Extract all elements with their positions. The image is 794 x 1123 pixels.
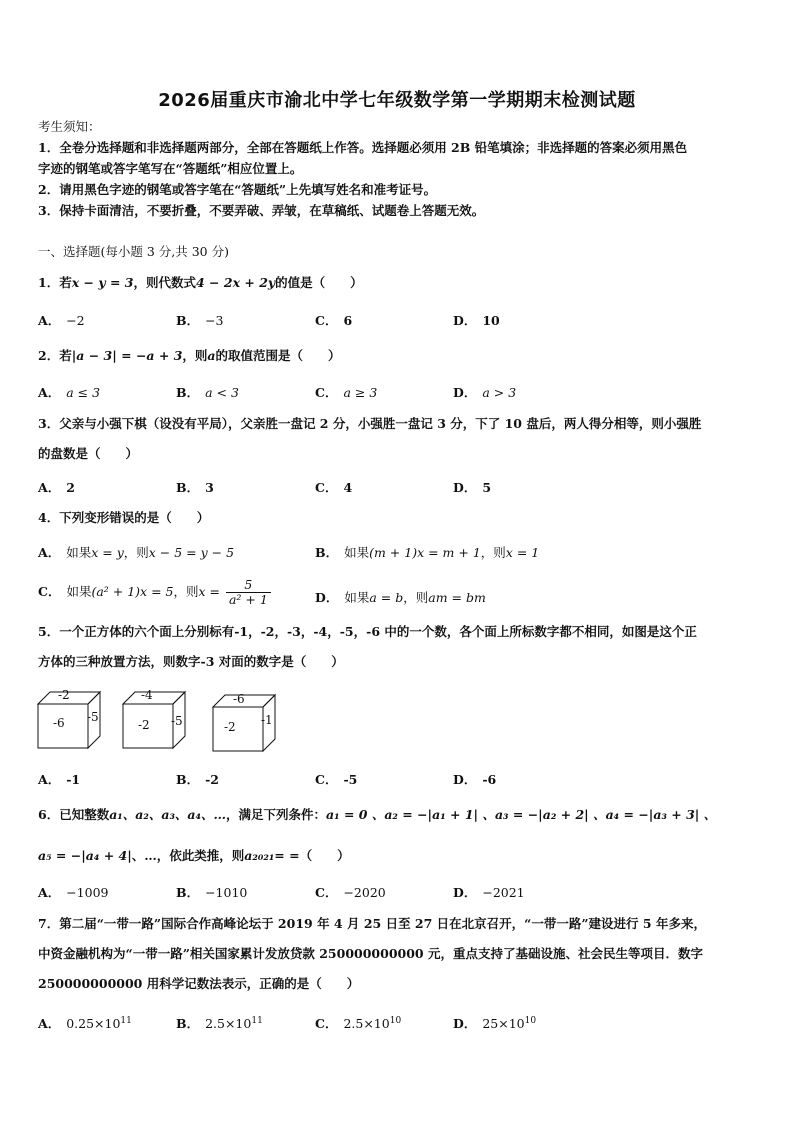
q1-option-a[interactable]: A． −2 (38, 313, 85, 328)
question-6-options (38, 883, 758, 903)
cube-2-top-label: -4 (141, 688, 153, 702)
question-5-line-1: 5．一个正方体的六个面上分别标有-1，-2，-3，-4，-5，-6 中的一个数，各个面上所标数字都不相同，如图是这个正 (38, 624, 697, 639)
page-title: 2026届重庆市渝北中学七年级数学第一学期期末检测试题 (158, 90, 636, 111)
q6-mid: ，满足下列条件： (226, 807, 327, 822)
q2-option-a[interactable]: A． a ≤ 3 (38, 385, 101, 400)
cube-2-front-label: -2 (138, 718, 150, 732)
cube-3-side-label: -1 (261, 713, 273, 727)
q6-option-d[interactable]: D． −2021 (453, 885, 525, 900)
q1-suffix: 的值是（ ） (275, 275, 363, 290)
q4-option-d[interactable]: D． 如果a = b，则am = bm (315, 590, 486, 605)
q6-conditions: a₁ = 0 、a₂ = −|a₁ + 1| 、a₃ = −|a₂ + 2| 、a₄ = −|a₃ + 3| 、 (326, 807, 717, 822)
question-4-options-cd (38, 576, 758, 616)
notice-item-3: 3．保持卡面清洁，不要折叠，不要弄破、弄皱，在草稿纸、试题卷上答题无效。 (38, 203, 485, 218)
section-heading: 一、选择题(每小题 3 分,共 30 分) (38, 244, 229, 259)
q1-expression: 4 − 2x + 2y (196, 275, 276, 290)
cube-1-top-label: -2 (58, 688, 70, 702)
q2-condition: |a − 3| = −a + 3 (71, 348, 183, 363)
cube-2-side-label: -5 (171, 714, 183, 728)
q3-option-c[interactable]: C． 4 (315, 480, 353, 495)
q5-option-d[interactable]: D． -6 (453, 772, 497, 787)
q2-variable: a (207, 348, 216, 363)
question-5-line-2: 方体的三种放置方法，则数字-3 对面的数字是（ ） (38, 654, 344, 669)
question-6-line-1 (38, 806, 716, 824)
q2-prefix: 2．若 (38, 348, 72, 363)
q6-option-a[interactable]: A． −1009 (38, 885, 109, 900)
q7-option-d[interactable]: D． $25\times 10^{10}$ (453, 1015, 537, 1031)
q1-condition: x − y = 3 (71, 275, 134, 290)
question-7-line-2: 中资金融机构为“一带一路”相关国家累计发放贷款 250000000000 元，重点支持了基础设施、社会民生等项目．数字 (38, 946, 703, 961)
cube-figure-3 (213, 693, 277, 757)
question-1-options (38, 311, 758, 331)
question-7-options (38, 1014, 758, 1034)
question-3-line-1: 3．父亲与小强下棋（设没有平局），父亲胜一盘记 2 分，小强胜一盘记 3 分，下了 10 盘后，两人得分相等，则小强胜 (38, 416, 702, 431)
q5-option-b[interactable]: B． -2 (176, 772, 219, 787)
notice-item-1-line-1: 1．全卷分选择题和非选择题两部分，全部在答题纸上作答。选择题必须用 2B 铅笔填涂；非选择题的答案必须用黑色 (38, 140, 688, 155)
q2-option-b[interactable]: B． a < 3 (176, 385, 239, 400)
q1-mid: ，则代数式 (133, 275, 196, 290)
q6-target: a₂₀₂₁ (244, 848, 275, 863)
q2-option-d[interactable]: D． a > 3 (453, 385, 517, 400)
cube-1-side-label: -5 (87, 710, 99, 724)
cube-figure-1 (38, 690, 102, 754)
q5-option-a[interactable]: A． -1 (38, 772, 81, 787)
q1-option-d[interactable]: D． 10 (453, 313, 500, 328)
q4-option-b[interactable]: B． 如果(m + 1)x = m + 1，则x = 1 (315, 545, 540, 560)
q6-line2-mid: 、…，依此类推，则 (131, 848, 245, 863)
q6-a5-condition: a₅ = −|a₄ + 4| (38, 848, 132, 863)
q7-option-a[interactable]: A． $0.25\times 10^{11}$ (38, 1015, 132, 1031)
q1-option-c[interactable]: C． 6 (315, 313, 353, 328)
q3-option-b[interactable]: B． 3 (176, 480, 214, 495)
question-1-stem (38, 274, 363, 292)
q4-option-c[interactable]: C． 如果(a² + 1)x = 5，则x = $\frac{5}{\text{a² + 1}}$ (38, 578, 273, 607)
q4-c-fraction: $\frac{5}{\text{a² + 1}}$ (226, 578, 271, 607)
q3-option-d[interactable]: D． 5 (453, 480, 492, 495)
q2-mid: ，则 (182, 348, 208, 363)
q6-line2-suffix: = =（ ） (274, 848, 350, 863)
cube-3-front-label: -2 (224, 720, 236, 734)
question-3-options (38, 478, 758, 498)
cube-3-top-label: -6 (233, 692, 245, 706)
cube-1-front-label: -6 (53, 716, 65, 730)
notice-item-1-line-2: 字迹的钢笔或答字笔写在“答题纸”相应位置上。 (38, 161, 303, 176)
question-4-stem: 4．下列变形错误的是（ ） (38, 510, 210, 525)
q6-sequence: a₁、a₂、a₃、a₄、… (109, 807, 227, 822)
q6-option-b[interactable]: B． −1010 (176, 885, 248, 900)
q5-option-c[interactable]: C． -5 (315, 772, 358, 787)
question-2-stem (38, 347, 341, 365)
question-4-options-ab (38, 543, 758, 563)
q6-prefix: 6．已知整数 (38, 807, 110, 822)
q2-suffix: 的取值范围是（ ） (215, 348, 341, 363)
q2-option-c[interactable]: C． a ≥ 3 (315, 385, 378, 400)
q3-option-a[interactable]: A． 2 (38, 480, 75, 495)
q7-option-c[interactable]: C． $2.5\times 10^{10}$ (315, 1015, 402, 1031)
question-7-line-1: 7．第二届“一带一路”国际合作高峰论坛于 2019 年 4 月 25 日至 27 日在北京召开，“一带一路”建设进行 5 年多来， (38, 916, 706, 931)
q1-option-b[interactable]: B． −3 (176, 313, 224, 328)
q4-option-a[interactable]: A． 如果x = y，则x − 5 = y − 5 (38, 545, 235, 560)
q6-option-c[interactable]: C． −2020 (315, 885, 386, 900)
question-5-options (38, 770, 758, 790)
q1-prefix: 1．若 (38, 275, 72, 290)
question-2-options (38, 383, 758, 403)
question-7-line-3: 250000000000 用科学记数法表示，正确的是（ ） (38, 976, 360, 991)
q7-option-b[interactable]: B． $2.5\times 10^{11}$ (176, 1015, 263, 1031)
cube-figure-2 (123, 690, 187, 754)
question-3-line-2: 的盘数是（ ） (38, 446, 139, 461)
notice-heading: 考生须知： (38, 119, 101, 134)
notice-item-2: 2．请用黑色字迹的钢笔或答字笔在“答题纸”上先填写姓名和准考证号。 (38, 182, 437, 197)
question-6-line-2 (38, 847, 350, 865)
